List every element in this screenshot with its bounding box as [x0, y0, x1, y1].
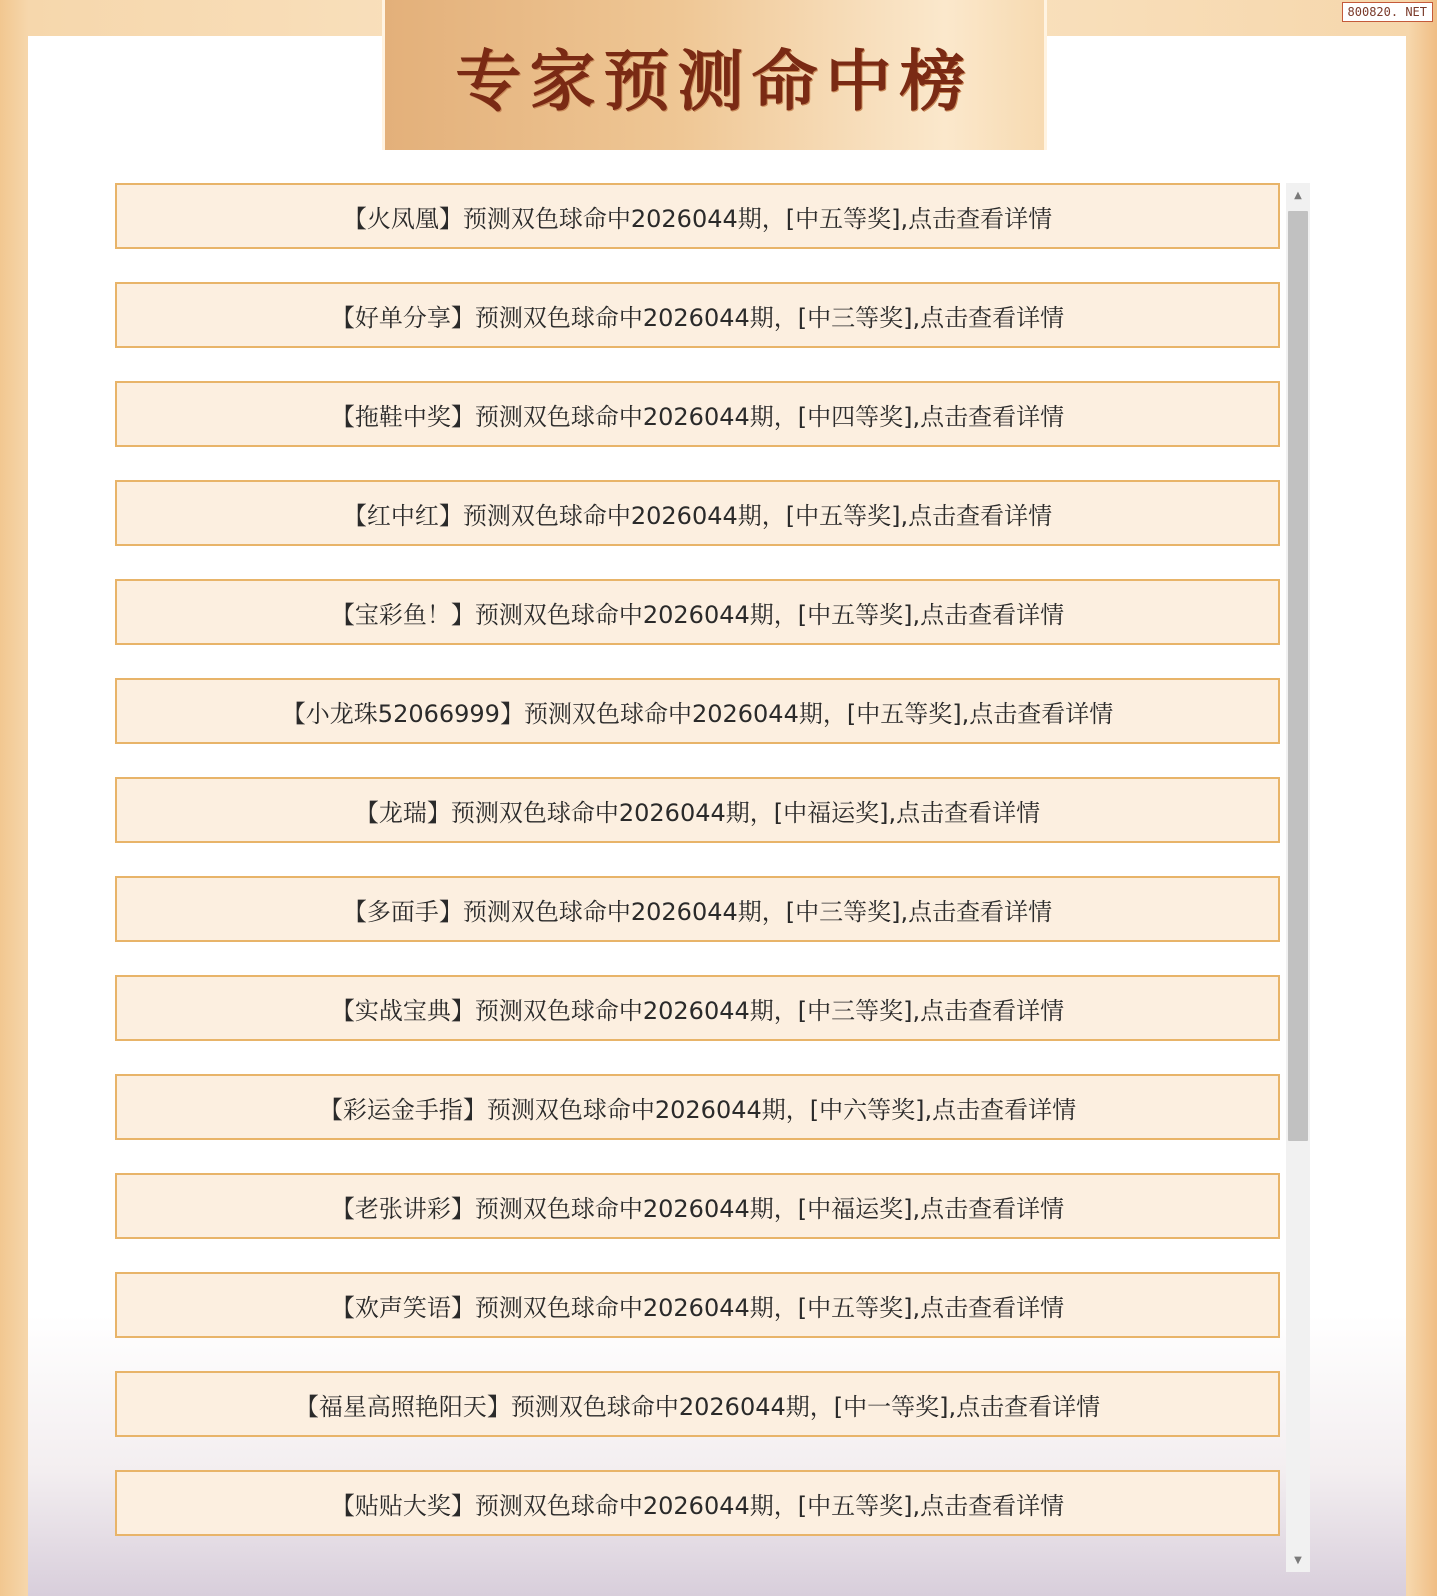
list-item[interactable]: 【实战宝典】预测双色球命中2026044期，[中三等奖],点击查看详情 [115, 975, 1280, 1041]
page-title: 专家预测命中榜 [455, 41, 974, 120]
prediction-list[interactable] [115, 183, 1280, 1570]
list-item[interactable]: 【福星高照艳阳天】预测双色球命中2026044期，[中一等奖],点击查看详情 [115, 1371, 1280, 1437]
list-item[interactable]: 【老张讲彩】预测双色球命中2026044期，[中福运奖],点击查看详情 [115, 1173, 1280, 1239]
list-scrollbar[interactable] [1286, 183, 1310, 1572]
list-item[interactable]: 【宝彩鱼！】预测双色球命中2026044期，[中五等奖],点击查看详情 [115, 579, 1280, 645]
site-watermark: 800820. NET [1342, 2, 1433, 22]
list-item[interactable]: 【火凤凰】预测双色球命中2026044期，[中五等奖],点击查看详情 [115, 183, 1280, 249]
list-item[interactable]: 【贴贴大奖】预测双色球命中2026044期，[中五等奖],点击查看详情 [115, 1470, 1280, 1536]
title-banner [382, 0, 1047, 150]
list-item[interactable]: 【欢声笑语】预测双色球命中2026044期，[中五等奖],点击查看详情 [115, 1272, 1280, 1338]
scroll-thumb[interactable] [1288, 211, 1308, 1141]
scroll-up-icon[interactable]: ▲ [1294, 189, 1302, 201]
list-item[interactable]: 【拖鞋中奖】预测双色球命中2026044期，[中四等奖],点击查看详情 [115, 381, 1280, 447]
list-item[interactable]: 【好单分享】预测双色球命中2026044期，[中三等奖],点击查看详情 [115, 282, 1280, 348]
list-item[interactable]: 【龙瑞】预测双色球命中2026044期，[中福运奖],点击查看详情 [115, 777, 1280, 843]
scroll-down-icon[interactable]: ▼ [1294, 1554, 1302, 1566]
list-item[interactable]: 【多面手】预测双色球命中2026044期，[中三等奖],点击查看详情 [115, 876, 1280, 942]
list-item[interactable]: 【小龙珠52066999】预测双色球命中2026044期，[中五等奖],点击查看详情 [115, 678, 1280, 744]
list-item[interactable]: 【彩运金手指】预测双色球命中2026044期，[中六等奖],点击查看详情 [115, 1074, 1280, 1140]
list-item[interactable]: 【红中红】预测双色球命中2026044期，[中五等奖],点击查看详情 [115, 480, 1280, 546]
